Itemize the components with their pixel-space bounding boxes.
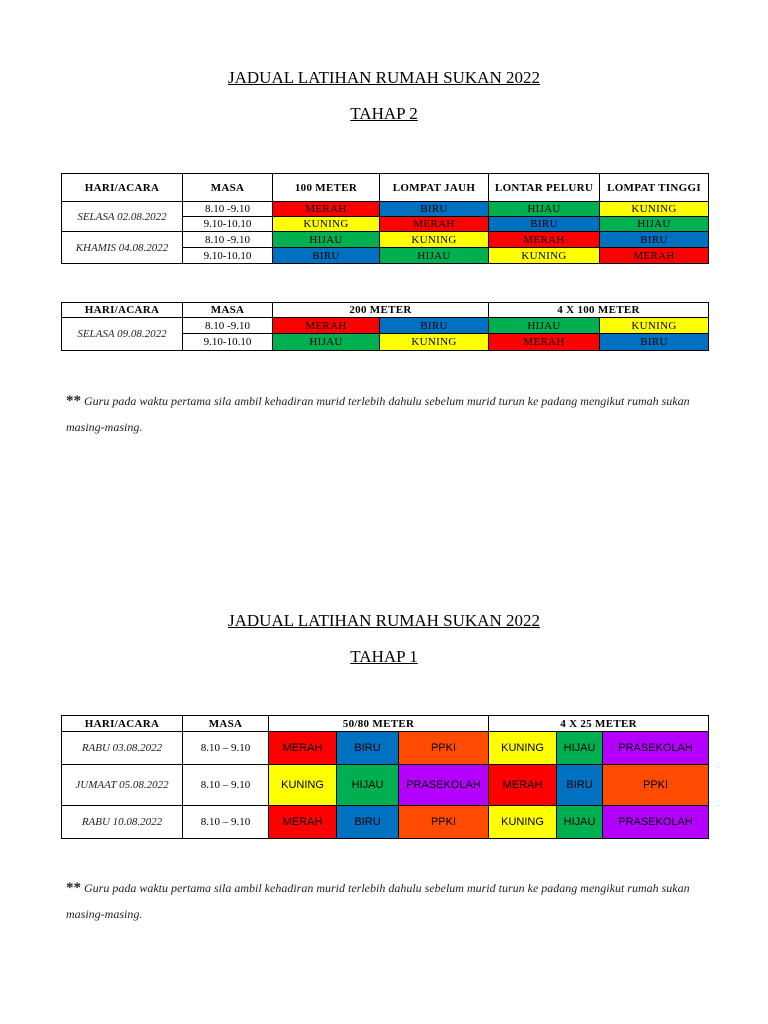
house-cell: BIRU: [489, 217, 600, 232]
house-cell: BIRU: [273, 248, 380, 264]
masa-cell: 8.10 -9.10: [183, 202, 273, 217]
masa-cell: 9.10-10.10: [183, 248, 273, 264]
header-4x100-meter: 4 X 100 METER: [489, 303, 709, 318]
day-cell: RABU 03.08.2022: [62, 732, 183, 765]
house-cell: KUNING: [380, 334, 489, 351]
tahap1-title: JADUAL LATIHAN RUMAH SUKAN 2022: [228, 611, 540, 630]
house-cell: MERAH: [489, 765, 557, 806]
masa-cell: 8.10 – 9.10: [183, 765, 269, 806]
tahap1-note: [66, 875, 726, 927]
house-cell: MERAH: [489, 232, 600, 248]
header-hari-acara: HARI/ACARA: [62, 303, 183, 318]
header-masa: MASA: [183, 303, 273, 318]
house-cell: PRASEKOLAH: [603, 732, 709, 765]
house-cell: KUNING: [600, 202, 709, 217]
house-cell: HIJAU: [489, 202, 600, 217]
masa-cell: 9.10-10.10: [183, 334, 273, 351]
house-cell: BIRU: [600, 232, 709, 248]
day-cell: SELASA 09.08.2022: [62, 318, 183, 351]
header-lompat-jauh: LOMPAT JAUH: [380, 174, 489, 202]
house-cell: MERAH: [489, 334, 600, 351]
masa-cell: 8.10 – 9.10: [183, 806, 269, 839]
header-masa: MASA: [183, 174, 273, 202]
masa-cell: 8.10 – 9.10: [183, 732, 269, 765]
house-cell: HIJAU: [557, 732, 603, 765]
header-lompat-tinggi: LOMPAT TINGGI: [600, 174, 709, 202]
house-cell: PPKI: [399, 732, 489, 765]
house-cell: BIRU: [337, 732, 399, 765]
house-cell: KUNING: [269, 765, 337, 806]
house-cell: HIJAU: [600, 217, 709, 232]
house-cell: KUNING: [489, 806, 557, 839]
house-cell: KUNING: [600, 318, 709, 334]
house-cell: KUNING: [380, 232, 489, 248]
note-text: Guru pada waktu pertama sila ambil kehadiran murid terlebih dahulu sebelum murid turun ke padang mengikut rumah sukan masing-masing.: [66, 881, 690, 921]
house-cell: MERAH: [380, 217, 489, 232]
house-cell: PRASEKOLAH: [603, 806, 709, 839]
header-4x25-meter: 4 X 25 METER: [489, 716, 709, 732]
header-50-80-meter: 50/80 METER: [269, 716, 489, 732]
masa-cell: 9.10-10.10: [183, 217, 273, 232]
header-lontar-peluru: LONTAR PELURU: [489, 174, 600, 202]
header-hari-acara: HARI/ACARA: [62, 174, 183, 202]
house-cell: MERAH: [269, 732, 337, 765]
tahap2-table-2: [61, 302, 709, 351]
house-cell: MERAH: [273, 202, 380, 217]
tahap1-subtitle: TAHAP 1: [350, 647, 418, 666]
note-marker: **: [66, 393, 81, 409]
note-text: Guru pada waktu pertama sila ambil kehadiran murid terlebih dahulu sebelum murid turun ke padang mengikut rumah sukan masing-masing.: [66, 394, 690, 434]
house-cell: MERAH: [273, 318, 380, 334]
house-cell: PRASEKOLAH: [399, 765, 489, 806]
house-cell: MERAH: [600, 248, 709, 264]
masa-cell: 8.10 -9.10: [183, 232, 273, 248]
house-cell: PPKI: [399, 806, 489, 839]
day-cell: SELASA 02.08.2022: [62, 202, 183, 232]
masa-cell: 8.10 -9.10: [183, 318, 273, 334]
house-cell: BIRU: [337, 806, 399, 839]
house-cell: BIRU: [380, 202, 489, 217]
tahap1-table: [61, 715, 709, 839]
house-cell: HIJAU: [273, 232, 380, 248]
house-cell: MERAH: [269, 806, 337, 839]
day-cell: KHAMIS 04.08.2022: [62, 232, 183, 264]
tahap2-title: JADUAL LATIHAN RUMAH SUKAN 2022: [228, 68, 540, 87]
house-cell: HIJAU: [273, 334, 380, 351]
day-cell: JUMAAT 05.08.2022: [62, 765, 183, 806]
tahap2-note: [66, 388, 726, 440]
house-cell: HIJAU: [337, 765, 399, 806]
house-cell: KUNING: [273, 217, 380, 232]
header-masa: MASA: [183, 716, 269, 732]
house-cell: PPKI: [603, 765, 709, 806]
house-cell: BIRU: [557, 765, 603, 806]
house-cell: HIJAU: [557, 806, 603, 839]
tahap2-subtitle: TAHAP 2: [350, 104, 418, 123]
note-marker: **: [66, 880, 81, 896]
header-hari-acara: HARI/ACARA: [62, 716, 183, 732]
house-cell: HIJAU: [489, 318, 600, 334]
tahap2-table-1: [61, 173, 709, 264]
house-cell: HIJAU: [380, 248, 489, 264]
house-cell: KUNING: [489, 248, 600, 264]
day-cell: RABU 10.08.2022: [62, 806, 183, 839]
header-100-meter: 100 METER: [273, 174, 380, 202]
house-cell: KUNING: [489, 732, 557, 765]
house-cell: BIRU: [380, 318, 489, 334]
header-200-meter: 200 METER: [273, 303, 489, 318]
house-cell: BIRU: [600, 334, 709, 351]
